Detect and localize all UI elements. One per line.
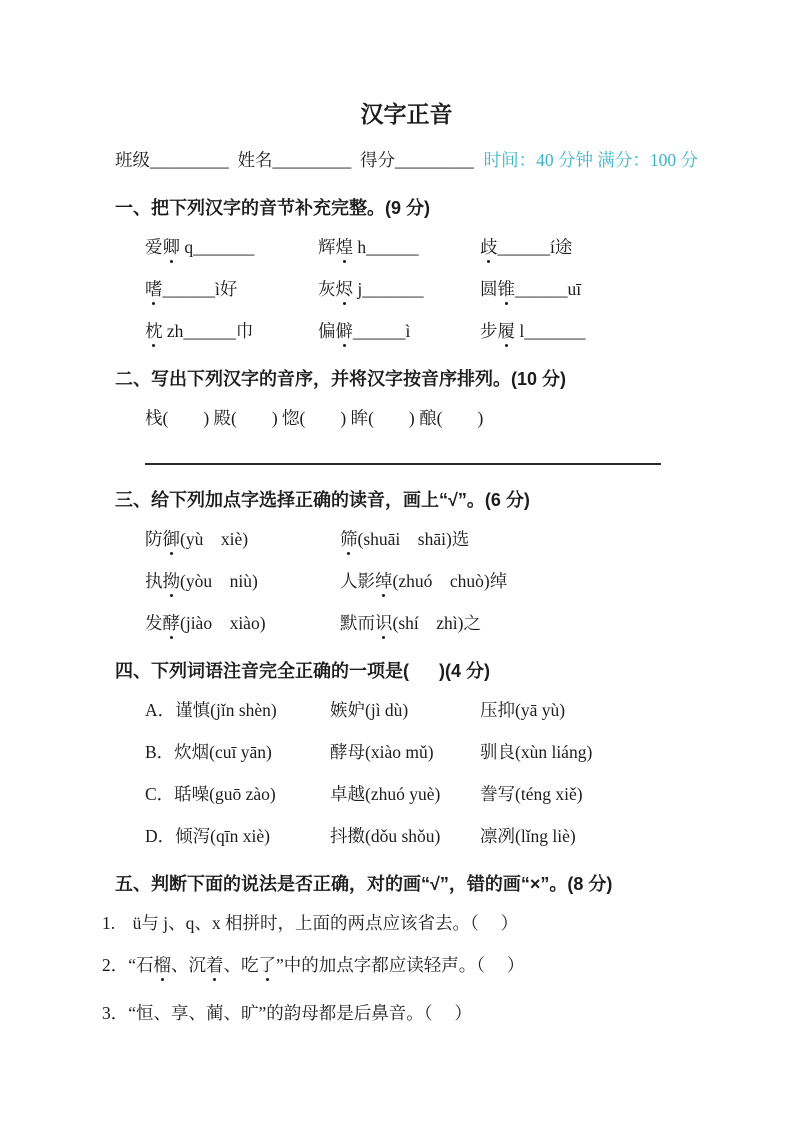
fill-item: 圆锥______uī [480,276,581,302]
judge-item: 2．“石榴、沉着、吃了”中的加点字都应读轻声。（ ） [102,952,698,978]
option-item: 驯良(xùn liáng) [480,742,593,762]
student-fields: 班级_________ 姓名_________ 得分_________ [115,150,474,170]
option-item: 凛冽(lǐng liè) [480,826,576,846]
fill-item: 偏僻______ì [318,318,480,344]
option-item: B．炊烟(cuī yān) [145,742,272,762]
fill-item: 枕 zh______巾 [145,318,318,344]
option-item: 嫉妒(jì dù) [330,700,409,720]
option-row [145,781,698,807]
section-3-heading: 三、给下列加点字选择正确的读音，画上“√”。(6 分) [115,490,530,510]
section-1-body [115,234,698,344]
reading-choice-item: 防御(yù xiè) [145,526,340,552]
section-1-heading: 一、把下列汉字的音节补充完整。(9 分) [115,198,430,218]
page-title: 汉字正音 [360,101,453,127]
option-item: A．谨慎(jǐn shèn) [145,700,277,720]
option-row [145,823,698,849]
judge-item: 1. ü与 j、q、x 相拼时，上面的两点应该省去。（ ） [102,913,519,933]
reading-choice-item: 执拗(yòu niù) [145,568,340,594]
fill-row [145,276,698,302]
reading-choice-row [145,568,698,594]
character-list: 栈( ) 殿( ) 惚( ) 眸( ) 酿( ) [145,408,484,428]
option-row [145,739,698,765]
section-5-body [102,910,698,1026]
reading-choice-item: 发酵(jiào xiào) [145,610,340,636]
reading-choice-item: 筛(shuāi shāi)选 [340,526,469,552]
section-5-heading: 五、判断下面的说法是否正确，对的画“√”，错的画“×”。(8 分) [115,874,613,894]
section-2-body [115,405,698,431]
option-item: 酵母(xiào mǔ) [330,742,434,762]
fill-row [145,318,698,344]
reading-choice-row [145,610,698,636]
section-3-body [115,526,698,636]
section-2-heading: 二、写出下列汉字的音序，并将汉字按音序排列。(10 分) [115,369,567,389]
fill-item: 爱卿 q_______ [145,234,318,260]
reading-choice-item: 默而识(shí zhì)之 [340,610,481,636]
answer-blank-line [145,462,661,465]
fill-item: 步履 l_______ [480,318,586,344]
section-4-heading: 四、下列词语注音完全正确的一项是( )(4 分) [115,661,490,681]
fill-row [145,234,698,260]
option-item: D．倾泻(qīn xiè) [145,826,270,846]
section-4-body [115,697,698,849]
fill-item: 嗜______ì好 [145,276,318,302]
option-item: 卓越(zhuó yuè) [330,784,441,804]
exam-meta: 时间：40 分钟 满分：100 分 [483,150,698,170]
header-info-row [115,147,698,173]
option-item: C．聒噪(guō zào) [145,784,276,804]
fill-item: 灰烬 j_______ [318,276,480,302]
option-item: 压抑(yā yù) [480,700,566,720]
judge-item: 3．“恒、享、蔺、旷”的韵母都是后鼻音。（ ） [102,1003,472,1023]
fill-item: 辉煌 h______ [318,234,480,260]
reading-choice-item: 人影绰(zhuó chuò)绰 [340,568,507,594]
option-item: 誊写(téng xiě) [480,784,583,804]
fill-item: 歧______í途 [480,234,572,260]
reading-choice-row [145,526,698,552]
option-row [145,697,698,723]
option-item: 抖擞(dǒu shǒu) [330,826,441,846]
